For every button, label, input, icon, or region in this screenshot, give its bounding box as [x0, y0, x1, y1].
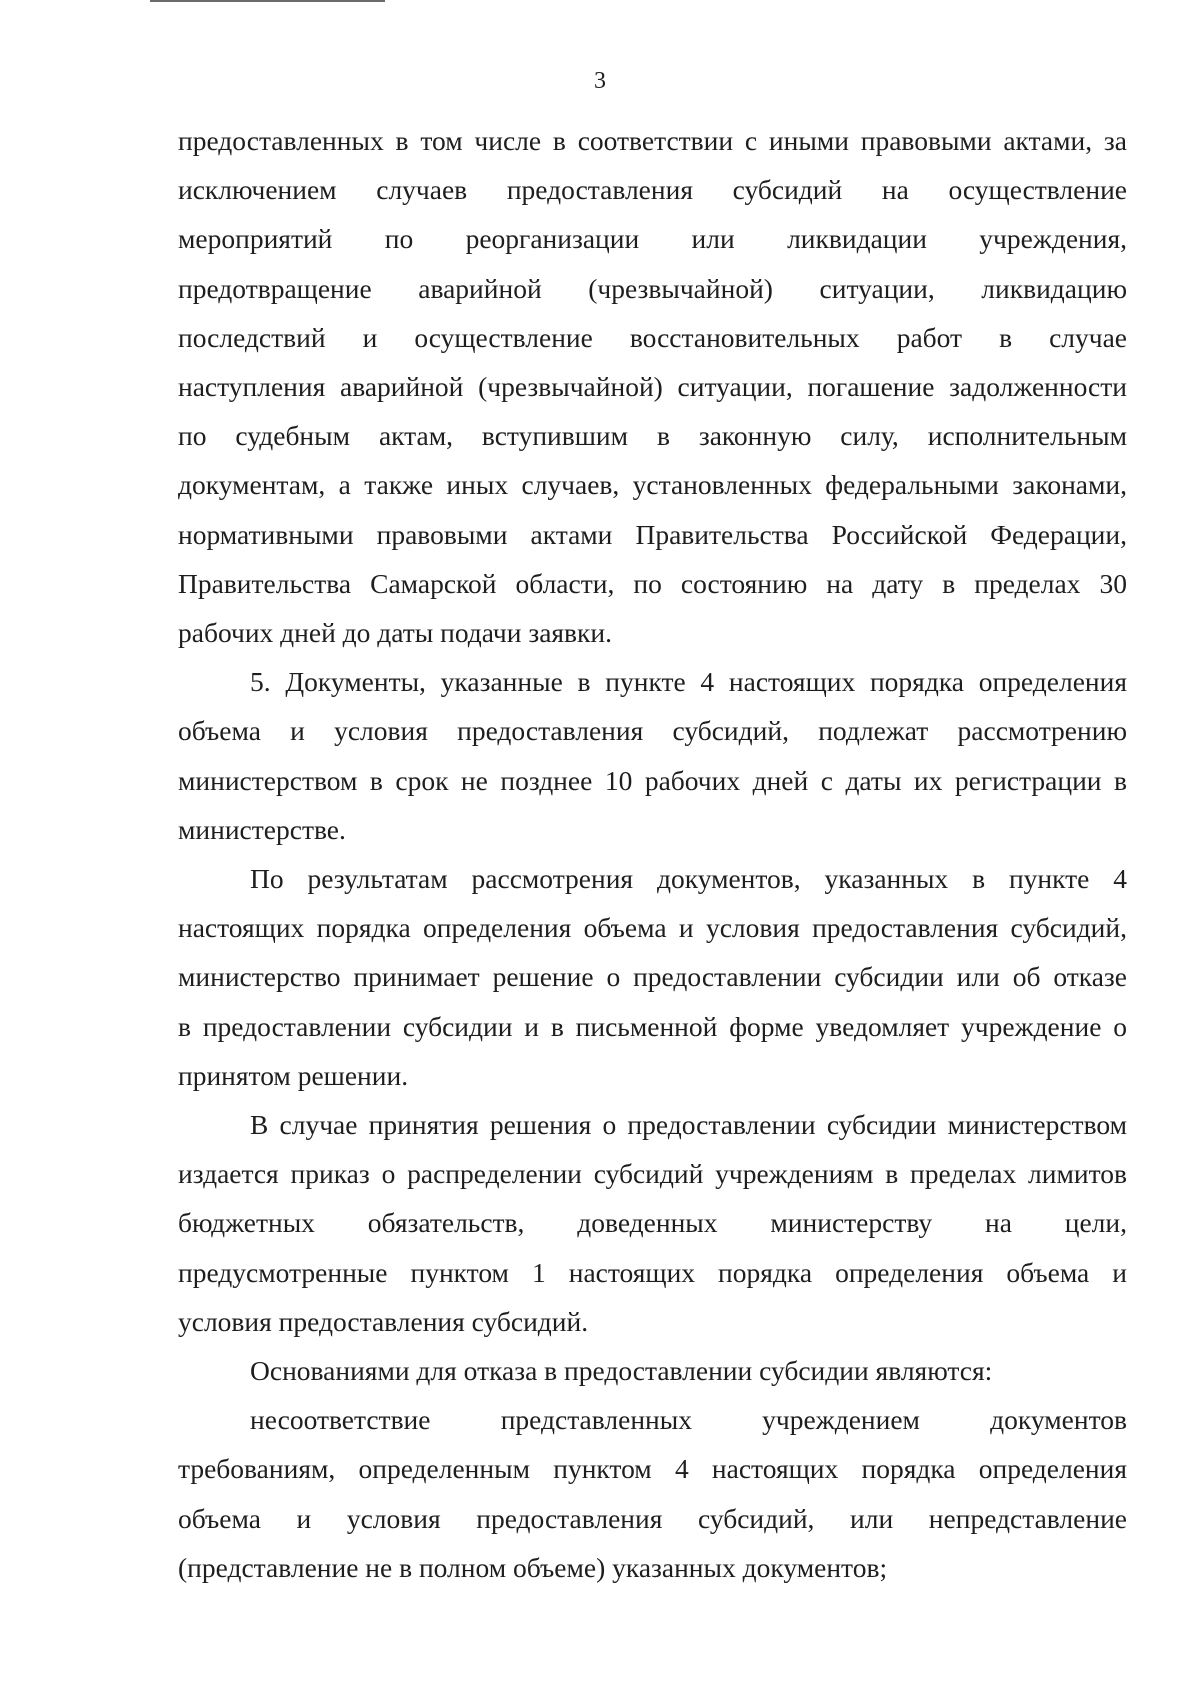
text-line: принятом решении. — [178, 1059, 409, 1091]
text-line: мероприятий по реорганизации или ликвидации учреждения, — [178, 223, 1127, 255]
text-line: последствий и осуществление восстановительных работ в случае — [178, 321, 1127, 353]
text-line: предотвращение аварийной (чрезвычайной) ситуации, ликвидацию — [178, 272, 1127, 304]
text-line: объема и условия предоставления субсидий, или непредставление — [178, 1502, 1127, 1534]
text-line: документам, а также иных случаев, установленных федеральными законами, — [178, 469, 1127, 501]
text-line: предусмотренные пунктом 1 настоящих порядка определения объема и — [178, 1256, 1127, 1288]
text-line: бюджетных обязательств, доведенных министерству на цели, — [178, 1207, 1127, 1239]
text-line: 5. Документы, указанные в пункте 4 настоящих порядка определения — [250, 666, 1127, 698]
text-line: министерстве. — [178, 813, 346, 845]
text-line: требованиям, определенным пунктом 4 настоящих порядка определения — [178, 1453, 1127, 1485]
text-line: несоответствие представленных учреждением документов — [250, 1404, 1127, 1436]
text-line: предоставленных в том числе в соответствии с иными правовыми актами, за — [178, 125, 1127, 156]
text-line: В случае принятия решения о предоставлении субсидии министерством — [250, 1109, 1127, 1141]
scan-edge-mark — [150, 0, 385, 2]
text-line: Основаниями для отказа в предоставлении субсидии являются: — [250, 1355, 993, 1387]
text-line: издается приказ о распределении субсидий учреждениям в пределах лимитов — [178, 1158, 1127, 1190]
text-line: в предоставлении субсидии и в письменной форме уведомляет учреждение о — [178, 1010, 1127, 1042]
text-line: рабочих дней до даты подачи заявки. — [178, 617, 612, 649]
text-line: нормативными правовыми актами Правительства Российской Федерации, — [178, 518, 1127, 550]
text-line: министерство принимает решение о предоставлении субсидии или об отказе — [178, 961, 1127, 993]
document-body — [178, 116, 1127, 1592]
text-line: условия предоставления субсидий. — [178, 1305, 589, 1337]
text-line: Правительства Самарской области, по состоянию на дату в пределах 30 — [178, 567, 1127, 599]
text-line: настоящих порядка определения объема и условия предоставления субсидий, — [178, 912, 1127, 944]
page-number: 3 — [594, 68, 606, 94]
text-line: министерством в срок не позднее 10 рабочих дней с даты их регистрации в — [178, 764, 1127, 796]
text-line: по судебным актам, вступившим в законную силу, исполнительным — [178, 420, 1127, 452]
text-line: (представление не в полном объеме) указанных документов; — [178, 1551, 888, 1583]
text-line: По результатам рассмотрения документов, указанных в пункте 4 — [250, 863, 1127, 895]
text-line: исключением случаев предоставления субсидий на осуществление — [178, 174, 1127, 206]
text-line: объема и условия предоставления субсидий, подлежат рассмотрению — [178, 715, 1127, 747]
text-line: наступления аварийной (чрезвычайной) ситуации, погашение задолженности — [178, 371, 1127, 403]
